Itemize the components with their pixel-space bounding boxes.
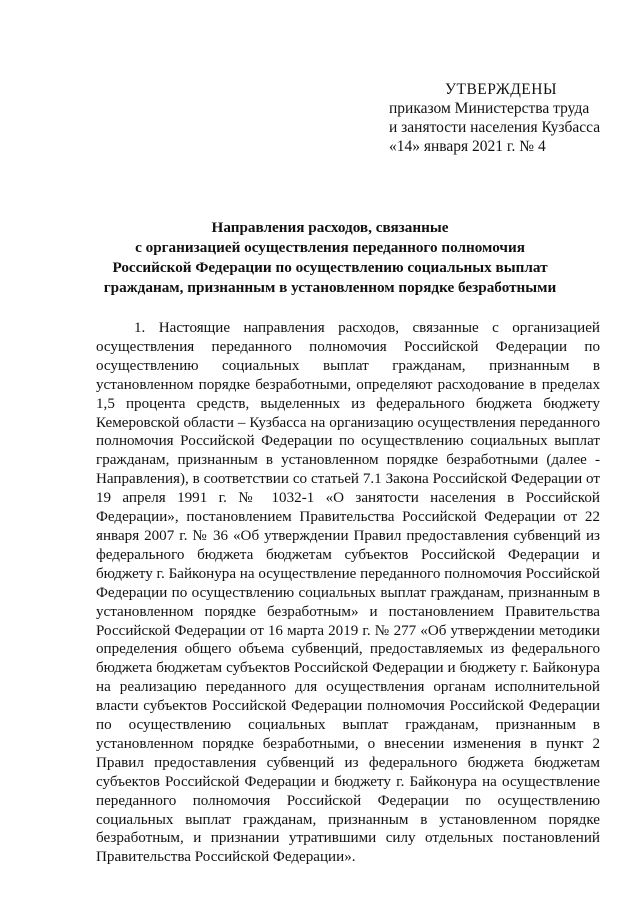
approval-line-3: «14» января 2021 г. № 4 [389,138,546,155]
document-title [40,218,620,298]
approval-heading: УТВЕРЖДЕНЫ [445,81,557,98]
approval-line-1: приказом Министерства труда [389,100,590,117]
title-line-3: Российской Федерации по осуществлению социальных выплат [112,259,548,276]
approval-stamp [389,80,619,156]
title-line-1: Направления расходов, связанные [211,219,449,236]
title-line-4: гражданам, признанным в установленном порядке безработными [103,279,557,296]
body-paragraph-1: 1. Настоящие направления расходов, связанные с организацией осуществления переданного полномочия Российской Федерации по осуществлению социальных выплат гражданам, признанным в установленном порядке безработными, определяют расходование в пределах 1,5 процента средств, выделенных из федерального бюджета бюджету Кемеровской области – Кузбасса на организацию осуществления переданного полномочия Российской Федерации по осуществлению социальных выплат гражданам, признанным в установленном порядке безработными (далее - Направления), в соответствии со статьей 7.1 Закона Российской Федерации от 19 апреля 1991 г. № 1032-1 «О занятости населения в Российской Федерации», постановлением Правительства Российской Федерации от 22 января 2007 г. № 36 «Об утверждении Правил предоставления субвенций из федерального бюджета бюджетам субъектов Российской Федерации и бюджету г. Байконура на осуществление переданного полномочия Российской Федерации по осуществлению социальных выплат гражданам, признанным в установленном порядке безработным» и постановлением Правительства Российской Федерации от 16 марта 2019 г. № 277 «Об утверждении методики определения общего объема субвенций, предоставляемых из федерального бюджета бюджетам субъектов Российской Федерации и бюджету г. Байконура на реализацию переданного для осуществления органам исполнительной власти субъектов Российской Федерации полномочия Российской Федерации по осуществлению социальных выплат гражданам, признанным в установленном порядке безработными, о внесении изменения в пункт 2 Правил предоставления субвенций из федерального бюджета бюджетам субъектов Российской Федерации и бюджету г. Байконура на осуществление переданного полномочия Российской Федерации по осуществлению социальных выплат гражданам, признанным в установленном порядке безработным, и признании утратившими силу отдельных постановлений Правительства Российской Федерации». [96,320,600,866]
title-line-2: с организацией осуществления переданного полномочия [135,239,525,256]
approval-line-2: и занятости населения Кузбасса [389,119,601,136]
